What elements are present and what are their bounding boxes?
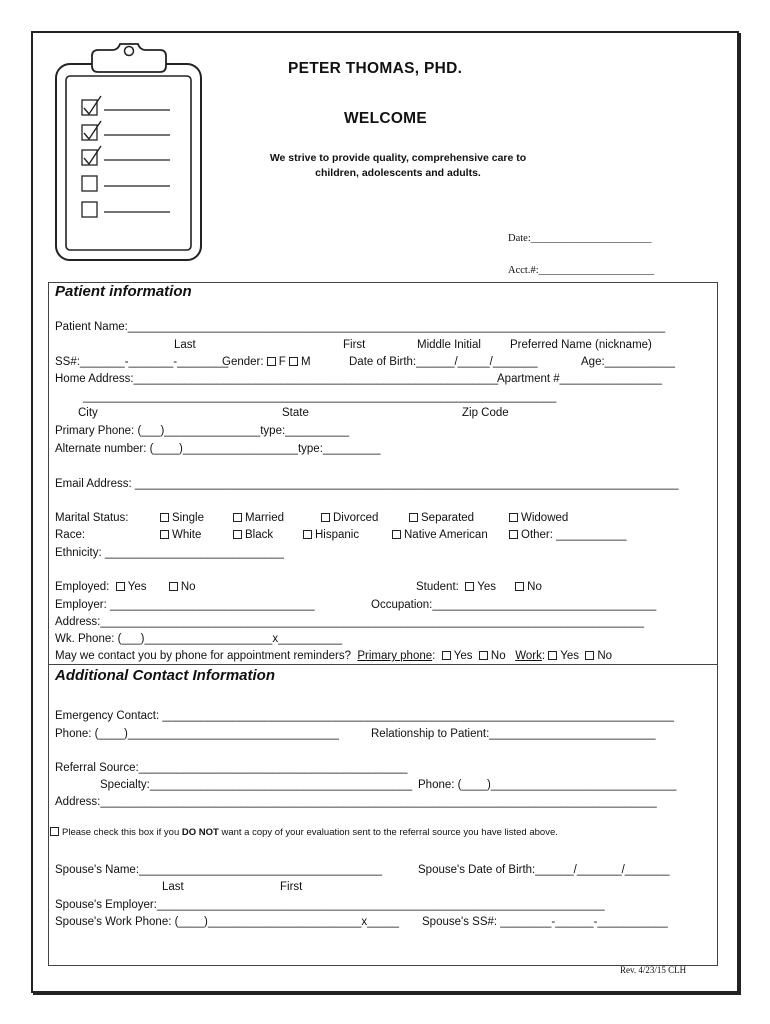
employed-no-checkbox[interactable] (169, 582, 178, 591)
white-checkbox[interactable] (160, 530, 169, 539)
race-white[interactable] (160, 528, 201, 542)
white-label: White (172, 529, 202, 541)
separated-checkbox[interactable] (409, 513, 418, 522)
black-checkbox[interactable] (233, 530, 242, 539)
student-group (416, 580, 542, 594)
city-caption: City (78, 407, 98, 419)
spouse-name-field[interactable]: Spouse's Name:______________________________________ (55, 864, 383, 876)
referral-source-field[interactable]: Referral Source:__________________________________________ (55, 762, 408, 774)
state-caption: State (282, 407, 309, 419)
marital-separated[interactable] (409, 511, 474, 525)
student-no-label: No (527, 581, 542, 593)
divorced-label: Divorced (333, 512, 379, 524)
opt-out-do-not: DO NOT (181, 827, 219, 838)
spouse-last-caption: Last (162, 881, 184, 893)
specialty-field[interactable]: Specialty:_________________________________________ (100, 779, 413, 791)
other-field[interactable]: Other: ___________ (521, 529, 627, 541)
work-yes-label: Yes (560, 650, 579, 662)
native-american-checkbox[interactable] (392, 530, 401, 539)
opt-out-row (50, 826, 558, 840)
name-middle-caption: Middle Initial (417, 339, 481, 351)
opt-out-text-pre: Please check this box if you (62, 827, 180, 838)
clipboard-icon (52, 42, 212, 264)
section-divider (48, 664, 718, 665)
opt-out-text-post: want a copy of your evaluation sent to the referral source you have listed above. (221, 827, 558, 838)
spouse-ss-field[interactable]: Spouse's SS#: ________-______-___________ (422, 916, 668, 928)
revision-note: Rev. 4/23/15 CLH (620, 965, 687, 975)
separated-label: Separated (421, 512, 475, 524)
spouse-employer-field[interactable]: Spouse's Employer:______________________________________________________________________ (55, 899, 605, 911)
emergency-contact-field[interactable]: Emergency Contact: ________________________________________________________________________________ (55, 710, 675, 722)
gender-m-checkbox[interactable] (289, 357, 298, 366)
address-line-2[interactable]: __________________________________________________________________________ (83, 391, 557, 403)
married-checkbox[interactable] (233, 513, 242, 522)
employed-label: Employed: (55, 581, 110, 593)
marital-widowed[interactable] (509, 511, 568, 525)
employed-group (55, 580, 196, 594)
gender-f-label: F (278, 356, 286, 368)
work-phone-field[interactable]: Wk. Phone: (___)____________________x__________ (55, 633, 343, 645)
marital-status-label: Marital Status: (55, 512, 129, 524)
zip-caption: Zip Code (462, 407, 509, 419)
primary-phone-field[interactable]: Primary Phone: (___)_______________type:__________ (55, 425, 350, 437)
patient-name-field[interactable]: Patient Name:____________________________________________________________________________________ (55, 321, 666, 333)
single-checkbox[interactable] (160, 513, 169, 522)
primary-no-label: No (490, 650, 506, 662)
gender-m-label: M (301, 356, 311, 368)
patient-section-title: Patient information (55, 283, 192, 300)
primary-yes-label: Yes (453, 650, 473, 662)
account-number-field[interactable]: Acct.#:______________________ (508, 265, 655, 276)
referral-address-field[interactable]: Address:_______________________________________________________________________________________ (55, 796, 657, 808)
black-label: Black (245, 529, 274, 541)
student-yes-checkbox[interactable] (465, 582, 474, 591)
hispanic-label: Hispanic (315, 529, 360, 541)
primary-no-checkbox[interactable] (479, 651, 488, 660)
opt-out-checkbox[interactable] (50, 827, 59, 836)
gender-group (222, 355, 311, 369)
student-label: Student: (416, 581, 459, 593)
work-no-label: No (597, 650, 613, 662)
single-label: Single (172, 512, 204, 524)
contact-question-row: May we contact you by phone for appointment reminders? Primary phone: Yes No Work: Yes No (55, 650, 613, 662)
marital-divorced[interactable] (321, 511, 378, 525)
divorced-checkbox[interactable] (321, 513, 330, 522)
alternate-number-field[interactable]: Alternate number: (____)__________________type:_________ (55, 443, 381, 455)
work-yes-checkbox[interactable] (548, 651, 557, 660)
student-no-checkbox[interactable] (515, 582, 524, 591)
married-label: Married (245, 512, 284, 524)
employer-address-field[interactable]: Address:_____________________________________________________________________________________ (55, 616, 645, 628)
ss-field[interactable]: SS#:_______-_______-________ (55, 356, 229, 368)
email-field[interactable]: Email Address: _____________________________________________________________________________________ (55, 478, 679, 490)
spouse-work-phone-field[interactable]: Spouse's Work Phone: (____)________________________x_____ (55, 916, 400, 928)
contact-question: May we contact you by phone for appointment reminders? (55, 650, 351, 662)
employed-no-label: No (180, 581, 196, 593)
emergency-phone-field[interactable]: Phone: (____)_________________________________ (55, 728, 339, 740)
work-label: Work (515, 650, 542, 662)
marital-married[interactable] (233, 511, 284, 525)
primary-phone-label: Primary phone (357, 650, 433, 662)
relationship-field[interactable]: Relationship to Patient:__________________________ (371, 728, 656, 740)
race-hispanic[interactable] (303, 528, 359, 542)
name-first-caption: First (343, 339, 366, 351)
marital-single[interactable] (160, 511, 204, 525)
tagline-line-1: We strive to provide quality, comprehensive care to (269, 152, 527, 164)
dob-field[interactable]: Date of Birth:______/_____/_______ (349, 356, 538, 368)
home-address-field[interactable]: Home Address:_________________________________________________________ (55, 373, 499, 385)
occupation-field[interactable]: Occupation:___________________________________ (371, 599, 657, 611)
race-native-american[interactable] (392, 528, 488, 542)
employed-yes-checkbox[interactable] (116, 582, 125, 591)
ethnicity-field[interactable]: Ethnicity: ____________________________ (55, 547, 284, 559)
employer-field[interactable]: Employer: ________________________________ (55, 599, 315, 611)
student-yes-label: Yes (477, 581, 496, 593)
practitioner-name: PETER THOMAS, PHD. (288, 60, 463, 77)
gender-f-checkbox[interactable] (267, 357, 276, 366)
welcome-heading: WELCOME (344, 110, 428, 127)
date-field[interactable]: Date:_______________________ (508, 233, 652, 244)
tagline (228, 151, 568, 181)
spouse-dob-field[interactable]: Spouse's Date of Birth:______/_______/_______ (418, 864, 670, 876)
work-no-checkbox[interactable] (585, 651, 594, 660)
native-american-label: Native American (404, 529, 488, 541)
employed-yes-label: Yes (127, 581, 147, 593)
race-other[interactable] (509, 528, 627, 542)
gender-label: Gender: (222, 356, 264, 368)
age-field[interactable]: Age:___________ (581, 356, 676, 368)
name-last-caption: Last (174, 339, 196, 351)
other-checkbox[interactable] (509, 530, 518, 539)
additional-section-title: Additional Contact Information (55, 667, 275, 684)
hispanic-checkbox[interactable] (303, 530, 312, 539)
widowed-checkbox[interactable] (509, 513, 518, 522)
name-preferred-caption: Preferred Name (nickname) (510, 339, 652, 351)
race-black[interactable] (233, 528, 273, 542)
spouse-first-caption: First (280, 881, 303, 893)
widowed-label: Widowed (521, 512, 569, 524)
tagline-line-2: children, adolescents and adults. (315, 167, 481, 179)
apartment-field[interactable]: Apartment #________________ (497, 373, 662, 385)
primary-yes-checkbox[interactable] (442, 651, 451, 660)
race-label: Race: (55, 529, 86, 541)
referral-phone-field[interactable]: Phone: (____)_____________________________ (418, 779, 677, 791)
